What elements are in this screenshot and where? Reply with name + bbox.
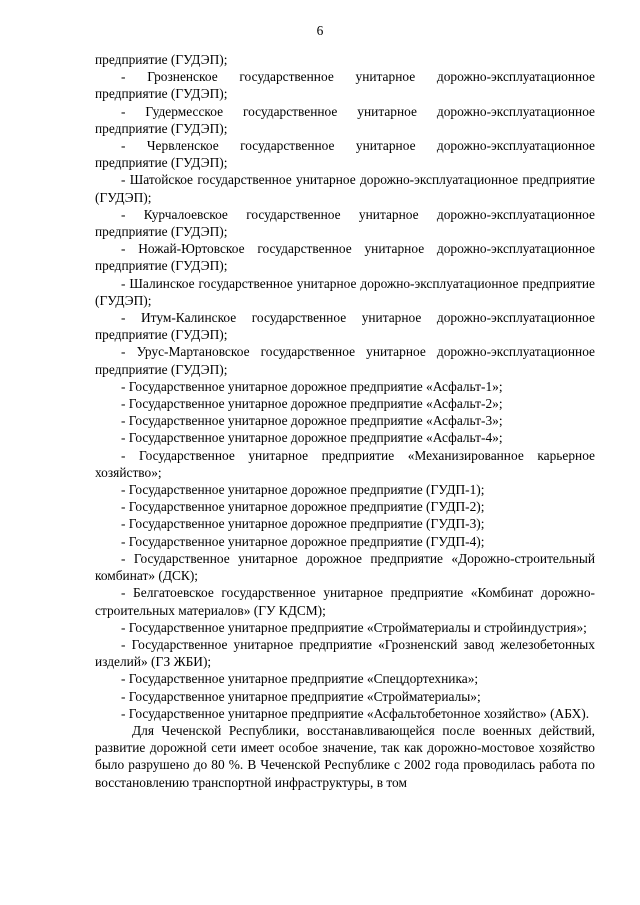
list-item: - Гудермесское государственное унитарное дорожно-эксплуатационное предприятие (ГУДЭП); <box>95 103 595 136</box>
list-item: - Государственное унитарное дорожное предприятие (ГУДП-4); <box>121 533 485 549</box>
list-item: - Государственное унитарное дорожное предприятие «Дорожно-строительный комбинат» (ДСК); <box>95 550 595 584</box>
list-item: - Шалинское государственное унитарное дорожно-эксплуатационное предприятие (ГУДЭП); <box>95 275 595 308</box>
list-item-continuation: предприятие (ГУДЭП); <box>95 52 228 67</box>
list-item: - Государственное унитарное предприятие «Асфальтобетонное хозяйство» (АБХ). <box>121 705 590 721</box>
list-item: - Государственное унитарное дорожное предприятие «Асфальт-4»; <box>121 430 503 446</box>
document-body <box>95 51 595 791</box>
list-item: - Шатойское государственное унитарное дорожно-эксплуатационное предприятие (ГУДЭП); <box>95 172 595 205</box>
list-item: - Государственное унитарное предприятие «Стройматериалы и стройиндустрия»; <box>121 619 587 635</box>
list-item: - Государственное унитарное предприятие «Спецдортехника»; <box>121 671 479 687</box>
list-item: - Грозненское государственное унитарное дорожно-эксплуатационное предприятие (ГУДЭП); <box>95 69 595 102</box>
list-item: - Урус-Мартановское государственное унитарное дорожно-эксплуатационное предприятие (ГУДЭП); <box>95 344 595 377</box>
list-item: - Червленское государственное унитарное дорожно-эксплуатационное предприятие (ГУДЭП); <box>95 138 595 171</box>
list-item: - Ножай-Юртовское государственное унитарное дорожно-эксплуатационное предприятие (ГУДЭП); <box>95 241 595 274</box>
body-paragraph: Для Чеченской Республики, восстанавливающейся после военных действий, развитие дорожной сети имеет особое значение, так как дорожно-мостовое хозяйство было разрушено до 80 %. В Чеченской Республике с 2002 года проводилась работа по восстановлению транспортной инфраструктуры, в том <box>95 722 595 790</box>
list-item: - Государственное унитарное дорожное предприятие (ГУДП-1); <box>121 482 485 498</box>
list-item: - Государственное унитарное предприятие «Стройматериалы»; <box>121 688 481 704</box>
list-item: - Государственное унитарное дорожное предприятие (ГУДП-2); <box>121 499 485 515</box>
list-item: - Государственное унитарное дорожное предприятие «Асфальт-2»; <box>121 396 503 412</box>
list-item: - Курчалоевское государственное унитарное дорожно-эксплуатационное предприятие (ГУДЭП); <box>95 206 595 240</box>
list-item: - Белгатоевское государственное унитарное предприятие «Комбинат дорожно-строительных материалов» (ГУ КДСМ); <box>95 585 595 618</box>
list-item: - Государственное унитарное предприятие «Механизированное карьерное хозяйство»; <box>95 447 595 480</box>
list-item: - Государственное унитарное дорожное предприятие (ГУДП-3); <box>121 516 485 532</box>
list-item: - Итум-Калинское государственное унитарное дорожно-эксплуатационное предприятие (ГУДЭП); <box>95 310 595 343</box>
list-item: - Государственное унитарное дорожное предприятие «Асфальт-1»; <box>121 378 503 394</box>
list-item: - Государственное унитарное дорожное предприятие «Асфальт-3»; <box>121 413 503 429</box>
page-number: 6 <box>316 23 324 38</box>
list-item: - Государственное унитарное предприятие «Грозненский завод железобетонных изделий» (ГЗ ЖБИ); <box>95 636 595 670</box>
